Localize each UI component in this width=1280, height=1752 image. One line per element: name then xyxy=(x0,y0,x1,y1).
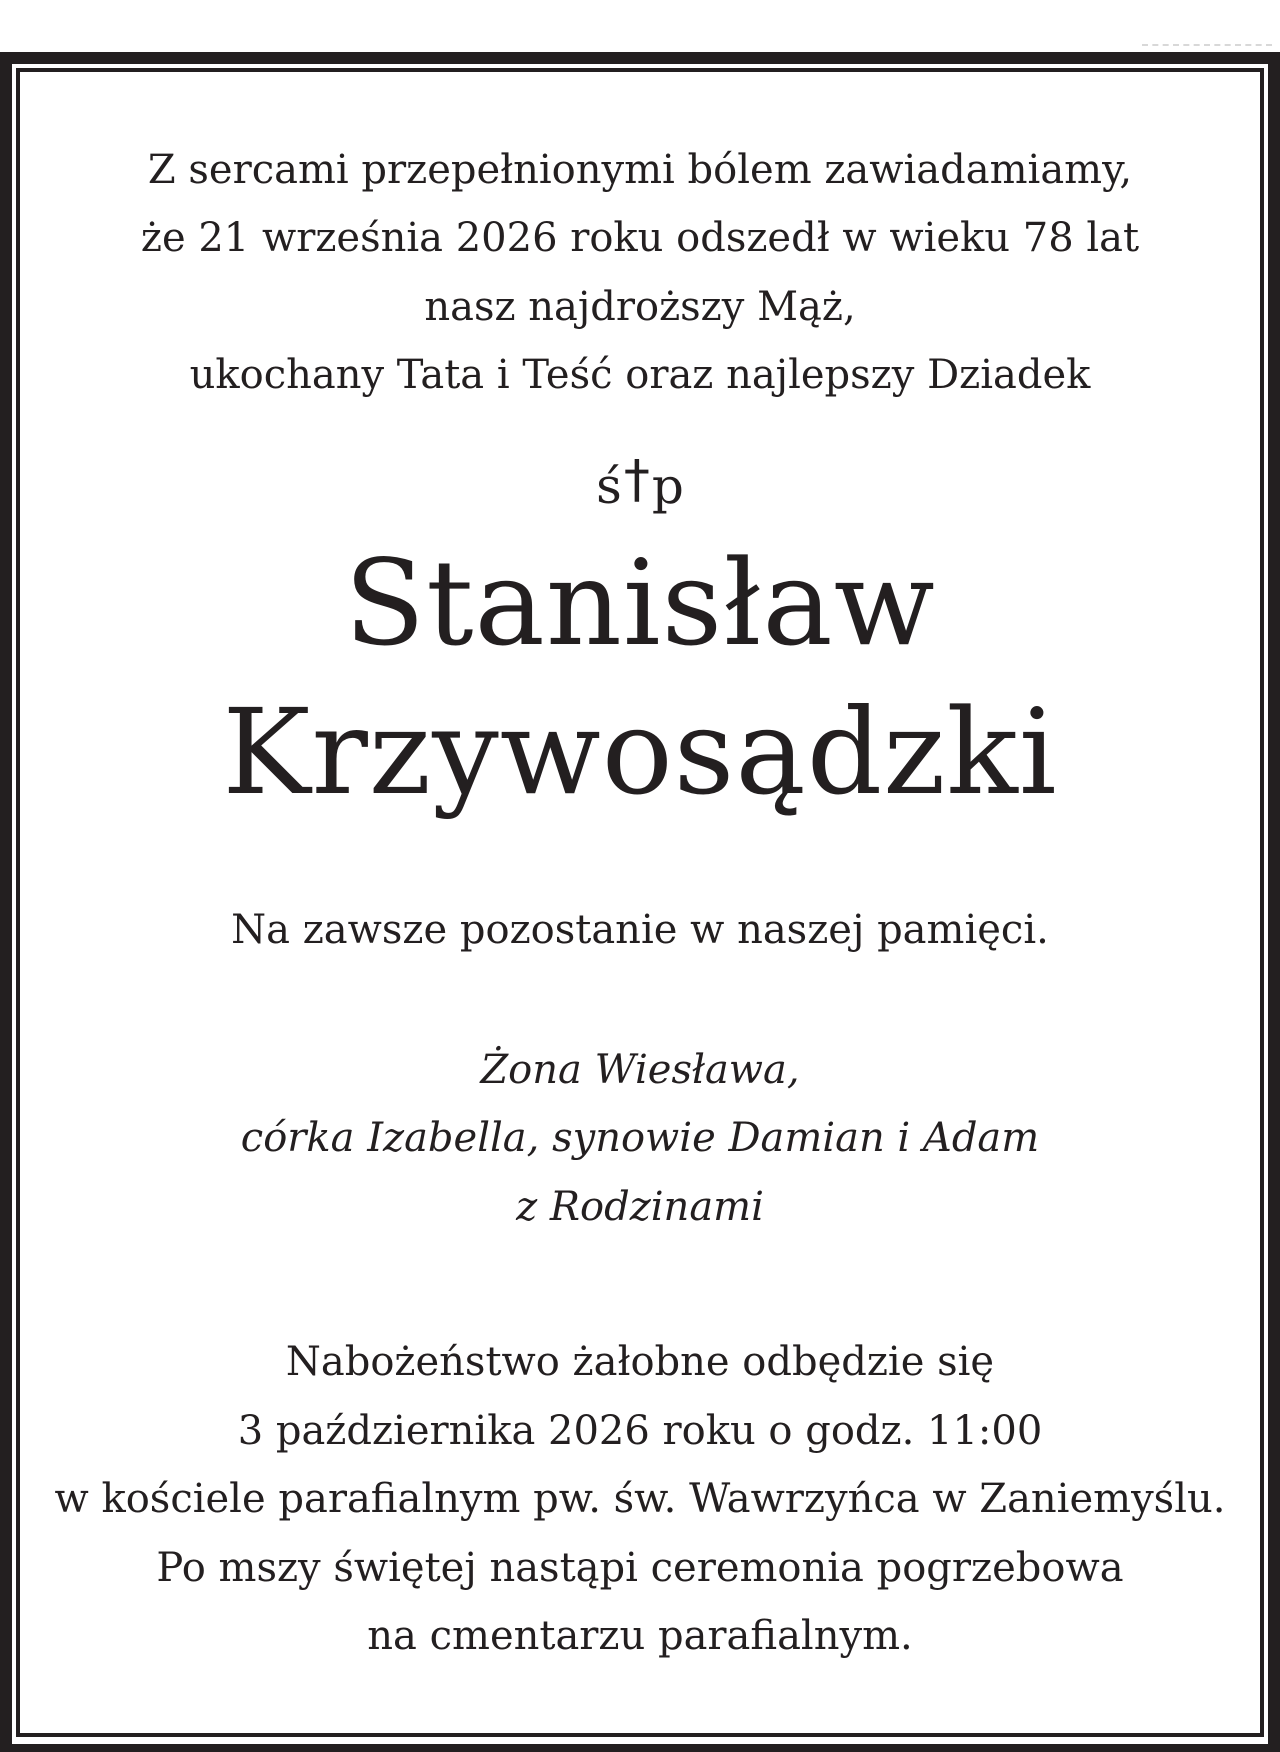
honorific-letter: p xyxy=(651,457,684,515)
service-line: Po mszy świętej nastąpi ceremonia pogrzebowa xyxy=(156,1545,1124,1591)
family-line: z Rodzinami xyxy=(516,1184,764,1230)
family-line: córka Izabella, synowie Damian i Adam xyxy=(240,1115,1040,1161)
service-line: w kościele parafialnym pw. św. Wawrzyńca w Zaniemyślu. xyxy=(54,1476,1226,1522)
service-line: 3 października 2026 roku o godz. 11:00 xyxy=(237,1408,1043,1454)
intro-line: że 21 września 2026 roku odszedł w wieku 78 lat xyxy=(140,215,1140,261)
deceased-last-name: Krzywosądzki xyxy=(222,683,1058,821)
service-line: na cmentarzu parafialnym. xyxy=(367,1613,913,1659)
honorific-stp xyxy=(20,450,1260,516)
intro-line: nasz najdroższy Mąż, xyxy=(424,284,856,330)
intro-line: ukochany Tata i Teść oraz najlepszy Dziadek xyxy=(189,352,1091,398)
service-line: Nabożeństwo żałobne odbędzie się xyxy=(285,1339,995,1385)
top-dashed-rule xyxy=(1142,44,1272,46)
honorific-letter: ś xyxy=(596,457,622,515)
intro-line: Z sercami przepełnionymi bólem zawiadamiamy, xyxy=(147,147,1133,193)
memory-line: Na zawsze pozostanie w naszej pamięci. xyxy=(231,907,1049,953)
family-line: Żona Wiesława, xyxy=(480,1047,800,1093)
deceased-first-name: Stanisław xyxy=(344,534,936,672)
cross-icon: † xyxy=(623,450,650,510)
